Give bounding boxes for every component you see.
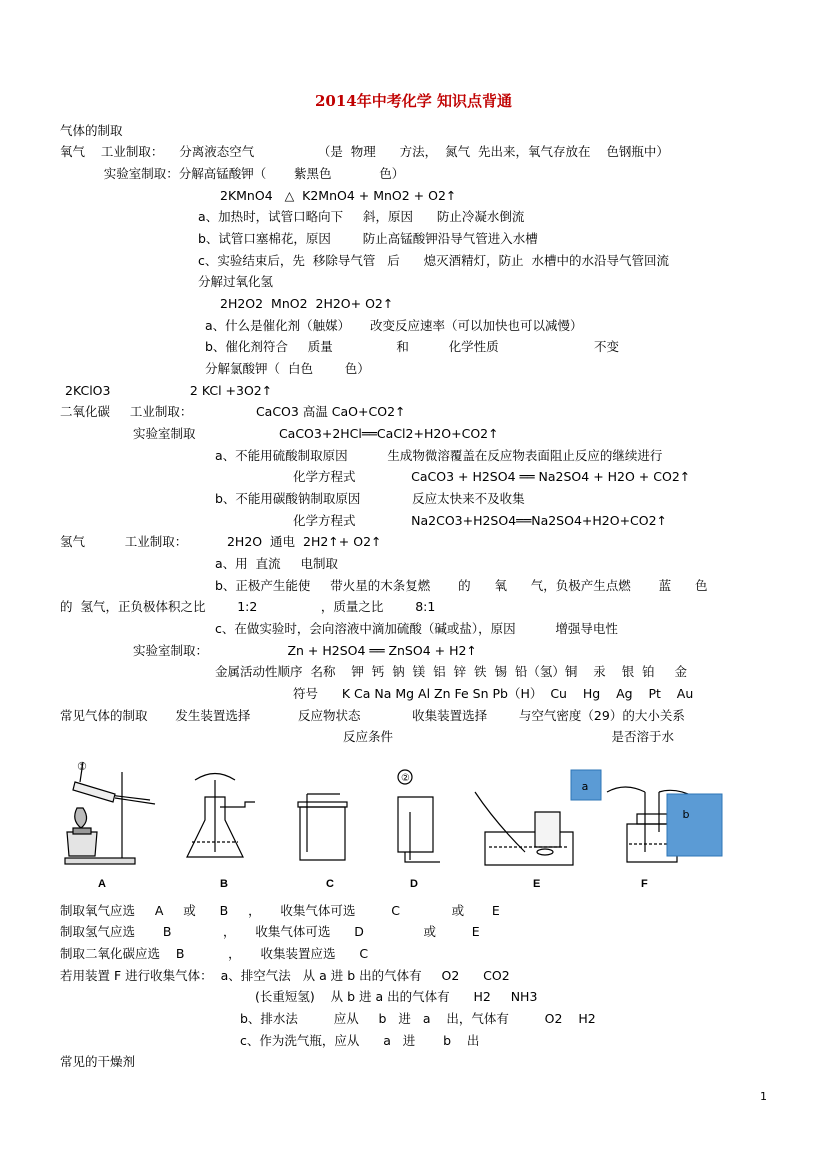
text-line: 化学方程式 CaCO3 + H2SO4 ══ Na2SO4 + H2O + CO2↑	[293, 469, 691, 484]
text-line: 常见的干燥剂	[60, 1054, 136, 1069]
text-line: (长重短氢) 从 b 进 a 出的气体有 H2 NH3	[255, 989, 538, 1004]
text-line: 分解过氧化氢	[198, 274, 274, 289]
text-line: 常见气体的制取 发生装置选择 反应物状态 收集装置选择 与空气密度（29）的大小关系	[60, 708, 685, 723]
text-line: 二氧化碳 工业制取： CaCO3 高温 CaO+CO2↑	[60, 404, 406, 419]
figure-label-d: D	[410, 878, 418, 890]
text-line: b、排水法 应从 b 进 a 出，气体有 O2 H2	[240, 1011, 596, 1026]
text-line: 制取二氧化碳应选 B ， 收集装置应选 C	[60, 946, 369, 961]
text-line: 若用装置 F 进行收集气体： a、排空气法 从 a 进 b 出的气体有 O2 CO2	[60, 968, 510, 983]
figure-label-b: B	[220, 878, 228, 890]
marker-2: ②	[401, 773, 410, 784]
figure-label-a: A	[98, 878, 106, 890]
text-line: c、在做实验时，会向溶液中滴加硫酸（碱或盐），原因 增强导电性	[215, 621, 618, 636]
text-line: a、用 直流 电制取	[215, 556, 338, 571]
figure-label-e: E	[533, 878, 541, 890]
text-line: 符号 K Ca Na Mg Al Zn Fe Sn Pb（H） Cu Hg Ag Pt Au	[293, 686, 694, 701]
figure-label-c: C	[326, 878, 334, 890]
text-line: a、什么是催化剂（触媒） 改变反应速率（可以加快也可以减慢）	[205, 318, 583, 333]
apparatus-b-flask	[187, 774, 255, 858]
figure-label-f: F	[641, 878, 648, 890]
text-line: a、加热时，试管口略向下 斜，原因 防止冷凝水倒流	[198, 209, 525, 224]
text-line: 金属活动性顺序 名称 钾 钙 钠 镁 铝 锌 铁 锡 铅（氢）铜 汞 银 铂 金	[215, 664, 688, 679]
text-line: 分解氯酸钾（ 白色 色）	[205, 361, 370, 376]
text-line: 氢气 工业制取： 2H2O 通电 2H2↑+ O2↑	[60, 534, 382, 549]
text-line: b、催化剂符合 质量 和 化学性质 不变	[205, 339, 619, 354]
text-line: c、实验结束后，先 移除导气管 后 熄灭酒精灯，防止 水槽中的水沿导气管回流	[198, 253, 670, 268]
text-line: 2KMnO4 △ K2MnO4 + MnO2 + O2↑	[220, 188, 457, 203]
text-line: 2KClO3 2 KCl +3O2↑	[65, 383, 273, 398]
text-line: 的 氢气，正负极体积之比 1:2 ，质量之比 8:1	[60, 599, 436, 614]
document-title: 2014年中考化学 知识点背通	[315, 92, 512, 110]
text-line: a、不能用硫酸制取原因 生成物微溶覆盖在反应物表面阻止反应的继续进行	[215, 448, 663, 463]
box-a-label: a	[581, 780, 589, 793]
box-b	[667, 794, 722, 856]
text-line: b、不能用碳酸钠制取原因 反应太快来不及收集	[215, 491, 525, 506]
text-line: 反应条件 是否溶于水	[343, 729, 675, 744]
text-line: 实验室制取 CaCO3+2HCl══CaCl2+H2O+CO2↑	[133, 426, 499, 441]
text-line: 气体的制取	[60, 123, 123, 138]
text-line: 制取氧气应选 A 或 B ， 收集气体可选 C 或 E	[60, 903, 500, 918]
apparatus-a-heating-setup	[65, 762, 155, 864]
text-line: 制取氢气应选 B ， 收集气体可选 D 或 E	[60, 924, 480, 939]
text-line: 2H2O2 MnO2 2H2O+ O2↑	[220, 296, 394, 311]
text-line: 氧气 工业制取： 分离液态空气 （是 物理 方法， 氮气 先出来，氧气存放在 色钢瓶中）	[60, 144, 669, 159]
text-line: 实验室制取： Zn + H2SO4 ══ ZnSO4 + H2↑	[133, 643, 477, 658]
box-b-label: b	[682, 808, 690, 821]
text-line: 实验室制取：分解高锰酸钾（ 紫黑色 色）	[60, 166, 405, 181]
marker-1: ①	[77, 760, 87, 773]
apparatus-figure	[55, 752, 775, 897]
text-line: b、正极产生能使 带火星的木条复燃 的 氧 气，负极产生点燃 蓝 色	[215, 578, 708, 593]
page-number: 1	[760, 1090, 767, 1103]
apparatus-c-gas-jar	[298, 794, 347, 860]
text-line: 化学方程式 Na2CO3+H2SO4══Na2SO4+H2O+CO2↑	[293, 513, 668, 528]
text-line: c、作为洗气瓶，应从 a 进 b 出	[240, 1033, 480, 1048]
apparatus-e-water-trough	[475, 792, 573, 865]
text-line: b、试管口塞棉花，原因 防止高锰酸钾沿导气管进入水槽	[198, 231, 538, 246]
